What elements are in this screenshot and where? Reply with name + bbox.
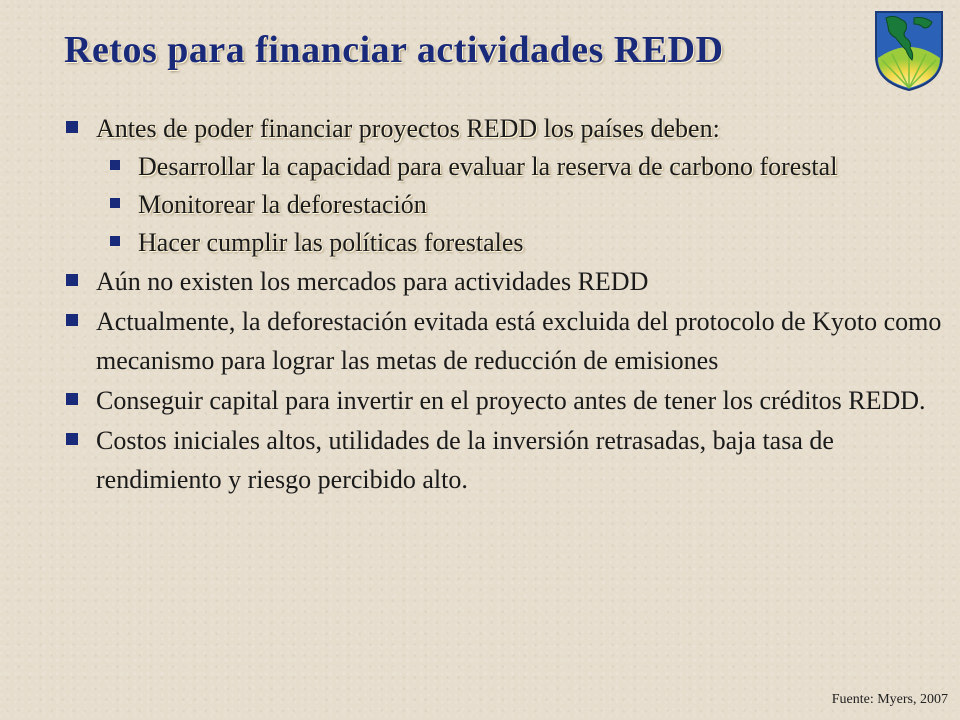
sub-bullet-text: Hacer cumplir las políticas forestales xyxy=(138,228,524,257)
bullet-text: Aún no existen los mercados para actividades REDD xyxy=(96,267,649,296)
bullet-square-icon xyxy=(110,236,120,246)
bullet-text: Conseguir capital para invertir en el proyecto antes de tener los créditos REDD. xyxy=(96,386,926,415)
sub-bullet-item xyxy=(108,224,944,261)
bullet-square-icon xyxy=(66,393,78,405)
sub-bullet-item xyxy=(108,148,944,185)
bullet-square-icon xyxy=(66,121,78,133)
sub-bullet-item xyxy=(108,186,944,223)
bullet-item xyxy=(64,302,944,380)
bullet-square-icon xyxy=(110,198,120,208)
bullet-item xyxy=(64,381,944,420)
bullet-square-icon xyxy=(66,314,78,326)
bullet-item xyxy=(64,110,944,147)
sub-bullet-text: Monitorear la deforestación xyxy=(138,190,427,219)
americas-globe-shield-icon xyxy=(872,8,946,92)
slide-title: Retos para financiar actividades REDD xyxy=(64,29,724,71)
sub-bullet-text: Desarrollar la capacidad para evaluar la reserva de carbono forestal xyxy=(138,152,838,181)
bullet-text: Antes de poder financiar proyectos REDD los países deben: xyxy=(96,114,720,143)
bullet-square-icon xyxy=(66,274,78,286)
bullet-list xyxy=(64,110,944,500)
bullet-text: Actualmente, la deforestación evitada está excluida del protocolo de Kyoto como mecanismo para lograr las metas de reducción de emisiones xyxy=(96,307,942,375)
bullet-text: Costos iniciales altos, utilidades de la inversión retrasadas, baja tasa de rendimiento y riesgo percibido alto. xyxy=(96,426,834,494)
bullet-item xyxy=(64,421,944,499)
bullet-item xyxy=(64,262,944,301)
bullet-square-icon xyxy=(110,160,120,170)
source-citation: Fuente: Myers, 2007 xyxy=(831,692,948,707)
bullet-square-icon xyxy=(66,433,78,445)
